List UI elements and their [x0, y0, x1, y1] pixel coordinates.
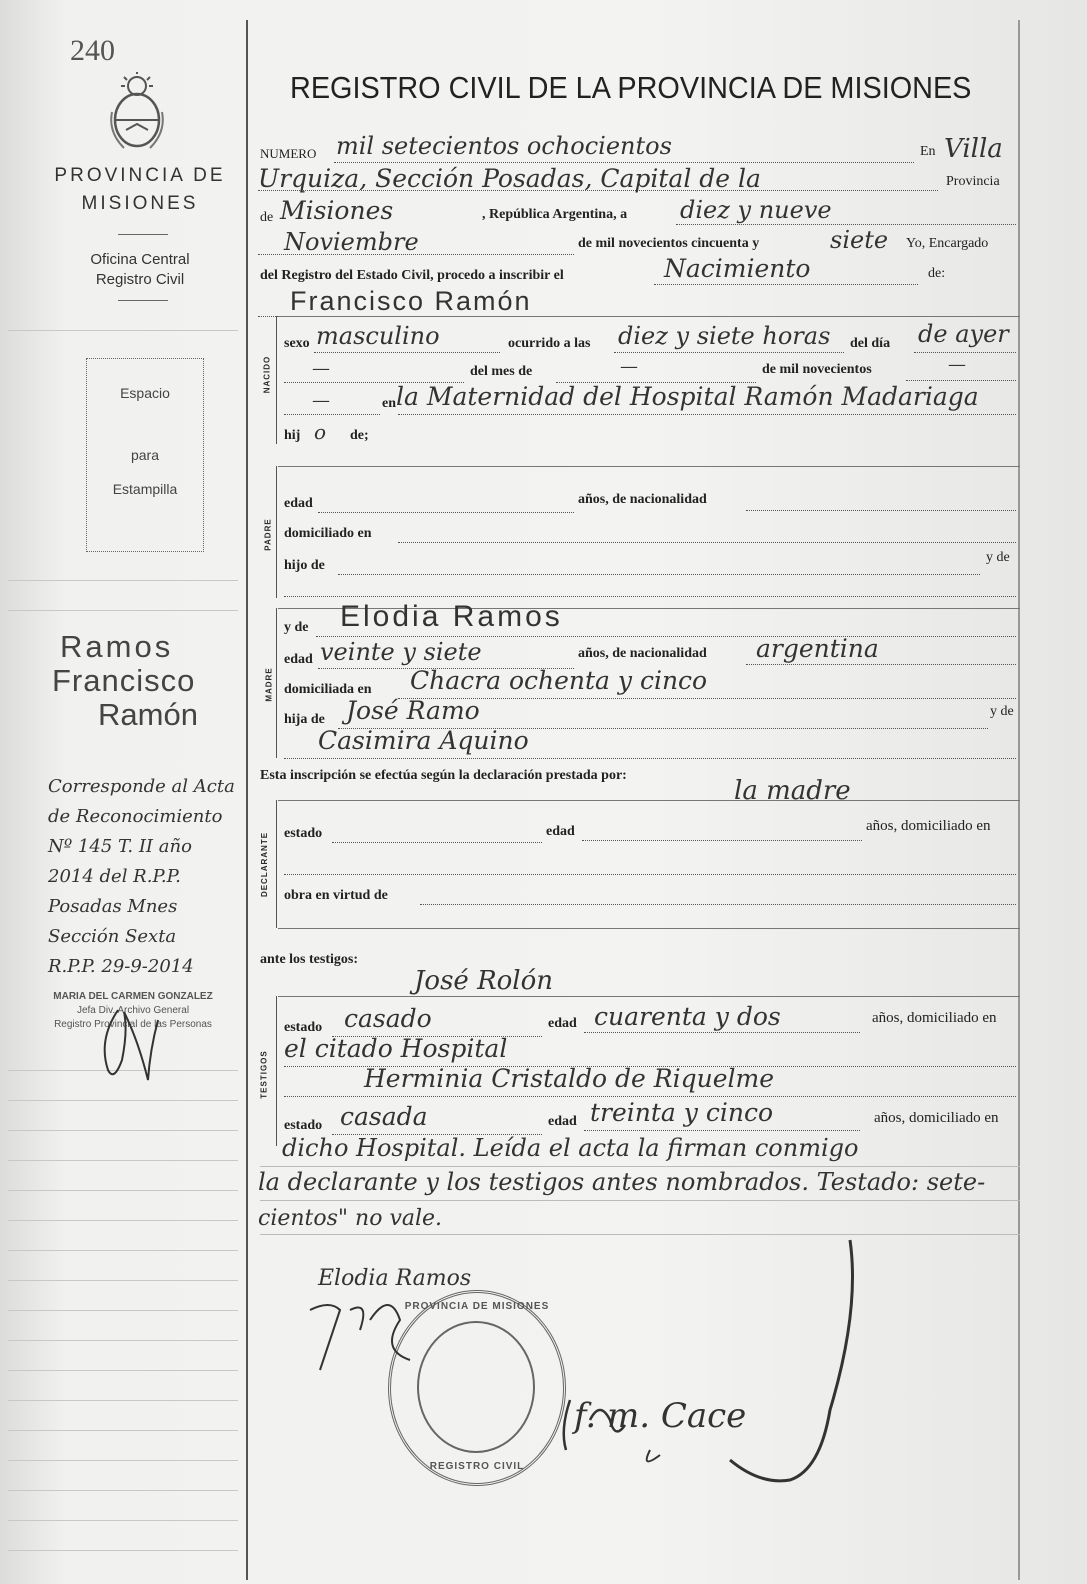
testigo2-name: Herminia Cristaldo de Riquelme	[364, 1064, 775, 1093]
margin-rule	[8, 1190, 238, 1191]
inscripcion-label: Esta inscripción se efectúa según la declaración prestada por:	[260, 768, 627, 783]
margin-rule	[8, 330, 238, 331]
edad-label: edad	[284, 496, 313, 511]
margin-rule	[8, 1160, 238, 1161]
republica-label: , República Argentina, a	[482, 207, 628, 222]
margin-rule	[8, 1430, 238, 1431]
margin-note-line: Nº 145 T. II año	[48, 836, 192, 857]
province-line1: PROVINCIA DE	[54, 165, 226, 186]
closing-line3: cientos" no vale.	[258, 1206, 443, 1231]
office-line2: Registro Civil	[95, 271, 185, 288]
margin-rule	[8, 1520, 238, 1521]
blank-line	[284, 400, 380, 415]
y-de-hija-label: y de	[990, 704, 1014, 719]
madre-edad-value: veinte y siete	[320, 638, 482, 666]
office-heading	[8, 250, 272, 290]
margin-note	[48, 772, 235, 982]
year-value: siete	[830, 226, 889, 254]
hij-value: o	[314, 420, 327, 444]
abuelo-value: José Ramo	[346, 696, 480, 725]
side-label-nacido: NACIDO	[262, 355, 272, 394]
de-semicolon-label: de;	[350, 428, 369, 443]
declarante-value: la madre	[734, 776, 851, 806]
estado-line	[332, 828, 542, 843]
mes-blank-line	[556, 368, 756, 383]
lugar-value: la Maternidad del Hospital Ramón Madariaga	[396, 382, 979, 411]
edad-t2-label: edad	[548, 1114, 577, 1129]
margin-note-line: Posadas Mnes	[48, 896, 178, 917]
estado-label: estado	[284, 826, 323, 841]
mes-value: Noviembre	[284, 228, 419, 256]
page-number: 240	[70, 34, 115, 67]
seal-bottom-text: REGISTRO CIVIL	[429, 1461, 525, 1472]
margin-rule	[8, 1370, 238, 1371]
estado-t1-label: estado	[284, 1020, 323, 1035]
dash-value: —	[620, 356, 638, 377]
margin-rule	[8, 580, 238, 581]
madre-nac-value: argentina	[756, 634, 879, 663]
anos-dom-t1-label: años, domiciliado en	[872, 1010, 997, 1026]
divider	[118, 234, 168, 235]
margin-note-line: 2014 del R.P.P.	[48, 866, 181, 887]
margin-rule	[8, 610, 238, 611]
margin-rule	[8, 1460, 238, 1461]
mother-signature: Elodia Ramos	[318, 1266, 472, 1291]
y-de-label: y de	[986, 550, 1010, 565]
stamp-line3: Estampilla	[112, 481, 178, 497]
place-value: Urquiza, Sección Posadas, Capital de la	[258, 164, 761, 193]
t1-edad-value: cuarenta y dos	[594, 1002, 781, 1031]
acto-value: Nacimiento	[664, 254, 811, 283]
side-label-padre: PADRE	[263, 518, 273, 551]
hija-de-label: hija de	[284, 712, 325, 727]
official-name: MARIA DEL CARMEN GONZALEZ	[53, 991, 213, 1002]
dia-de-value: de ayer	[918, 320, 1009, 348]
sexo-label: sexo	[284, 336, 310, 351]
hora-value: diez y siete horas	[618, 322, 831, 350]
margin-first-name: Francisco	[52, 663, 196, 698]
section-bar	[276, 608, 277, 758]
numero-label: NUMERO	[260, 146, 317, 161]
ante-label: ante los testigos:	[260, 952, 358, 967]
edad-decl-line	[582, 826, 862, 841]
hijo-de-label: hijo de	[284, 558, 325, 573]
numero-value: mil setecientos ochocientos	[336, 132, 672, 160]
margin-second-name: Ramón	[98, 697, 198, 732]
blank-line	[284, 860, 1016, 875]
registrar-signature-icon	[530, 1230, 910, 1500]
dash-value: —	[312, 390, 330, 411]
official-title2: Registro Provincial de las Personas	[54, 1019, 212, 1030]
de-mil-label: de mil novecientos cincuenta y	[578, 236, 760, 251]
del-dia-label: del día	[850, 336, 891, 351]
coat-of-arms-icon	[106, 72, 168, 152]
edad-madre-label: edad	[284, 652, 313, 667]
margin-rule	[8, 1130, 238, 1131]
margin-note-line: Sección Sexta	[48, 926, 177, 947]
margin-rule	[8, 1490, 238, 1491]
section-bar	[276, 996, 277, 1146]
edad-decl-label: edad	[546, 824, 575, 839]
del-mes-label: del mes de	[470, 364, 533, 379]
side-label-declarante: DECLARANTE	[260, 831, 270, 898]
margin-rule	[8, 1250, 238, 1251]
margin-note-line: Corresponde al Acta	[48, 776, 235, 797]
margin-rule	[8, 1340, 238, 1341]
section-bar	[276, 316, 277, 444]
section-line	[278, 466, 1020, 467]
estado-t2-label: estado	[284, 1118, 323, 1133]
t2-edad-value: treinta y cinco	[590, 1098, 774, 1127]
section-line	[278, 316, 1020, 317]
margin-rule	[8, 1550, 238, 1551]
closing-line1: dicho Hospital. Leída el acta la firman conmigo	[282, 1134, 859, 1162]
y-de-madre-label: y de	[284, 620, 309, 635]
margin-surname: Ramos	[60, 629, 174, 664]
margin-rule	[8, 1100, 238, 1101]
seal-top-text: PROVINCIA DE MISIONES	[404, 1301, 550, 1312]
hijo-de-line	[338, 560, 980, 575]
provincia-label: Provincia	[946, 174, 1000, 189]
section-bar	[276, 466, 277, 598]
office-line1: Oficina Central	[90, 251, 190, 268]
side-label-testigos: TESTIGOS	[259, 1050, 269, 1099]
section-line	[278, 800, 1020, 801]
stamp-box	[86, 358, 204, 552]
sexo-value: masculino	[316, 322, 440, 350]
margin-rule	[8, 1220, 238, 1221]
section-bar	[276, 800, 277, 928]
registrar-signature: f. m. Cace	[574, 1396, 747, 1436]
en-value: Villa	[944, 134, 1003, 164]
section-line	[278, 996, 1020, 997]
t1-estado-value: casado	[344, 1004, 432, 1033]
margin-signature-icon	[88, 1000, 168, 1090]
province-line2: MISIONES	[81, 193, 199, 214]
anos-nac-label: años, de nacionalidad	[578, 492, 707, 507]
abuela-value: Casimira Aquino	[318, 726, 529, 755]
margin-note-line: de Reconocimiento	[48, 806, 223, 827]
dash-value: —	[948, 354, 966, 375]
margin-rule	[8, 1400, 238, 1401]
edad-line	[318, 498, 574, 513]
yo-label: Yo, Encargado	[906, 236, 989, 251]
de-label: de	[260, 210, 274, 225]
dia-value: diez y nueve	[680, 196, 832, 224]
divider	[118, 300, 168, 301]
stamp-line2: para	[130, 447, 160, 463]
ocurrido-label: ocurrido a las	[508, 336, 591, 351]
en-lower-label: en	[382, 396, 396, 411]
testigo1-name: José Rolón	[414, 966, 554, 996]
hij-label: hij	[284, 428, 301, 443]
margin-separator	[246, 20, 248, 1580]
margin-note-line: R.P.P. 29-9-2014	[48, 956, 194, 977]
page-title: REGISTRO CIVIL DE LA PROVINCIA DE MISIONES	[290, 70, 972, 105]
margin-name	[50, 630, 240, 732]
anos-nac-madre-label: años, de nacionalidad	[578, 646, 707, 661]
anos-dom-label: años, domiciliado en	[866, 818, 991, 834]
stamp-line1: Espacio	[120, 385, 170, 401]
de-mil-nov-label: de mil novecientos	[762, 362, 872, 377]
t2-estado-value: casada	[340, 1102, 428, 1131]
margin-rule	[8, 1280, 238, 1281]
side-label-madre: MADRE	[264, 667, 274, 702]
province-heading	[8, 162, 272, 218]
dash-value: —	[312, 358, 330, 379]
official-title1: Jefa Div. Archivo General	[76, 1005, 190, 1016]
margin-rule	[8, 1310, 238, 1311]
de-colon-label: de:	[928, 266, 946, 281]
faint-line	[260, 1166, 1020, 1167]
obra-line	[420, 890, 1016, 905]
blank-line	[284, 582, 1016, 597]
provincia-value: Misiones	[280, 196, 394, 225]
closing-line2: la declarante y los testigos antes nombrados. Testado: sete-	[258, 1168, 986, 1196]
en-label: En	[920, 144, 936, 159]
t1-dom-value: el citado Hospital	[284, 1034, 508, 1063]
madre-dom-value: Chacra ochenta y cinco	[410, 666, 708, 695]
child-name: Francisco Ramón	[290, 286, 532, 316]
obra-label: obra en virtud de	[284, 888, 388, 903]
nac-line	[746, 496, 1016, 511]
faint-line	[260, 1200, 1020, 1201]
mother-signature-icon	[300, 1290, 440, 1380]
domiciliado-label: domiciliado en	[284, 526, 372, 541]
dom-line	[398, 528, 1016, 543]
anos-dom-t2-label: años, domiciliado en	[874, 1110, 999, 1126]
domiciliada-label: domiciliada en	[284, 682, 372, 697]
del-registro-label: del Registro del Estado Civil, procedo a inscribir el	[260, 268, 564, 283]
madre-name: Elodia Ramos	[340, 600, 563, 633]
blank-line	[284, 368, 464, 383]
section-line	[278, 928, 1020, 929]
edad-t1-label: edad	[548, 1016, 577, 1031]
